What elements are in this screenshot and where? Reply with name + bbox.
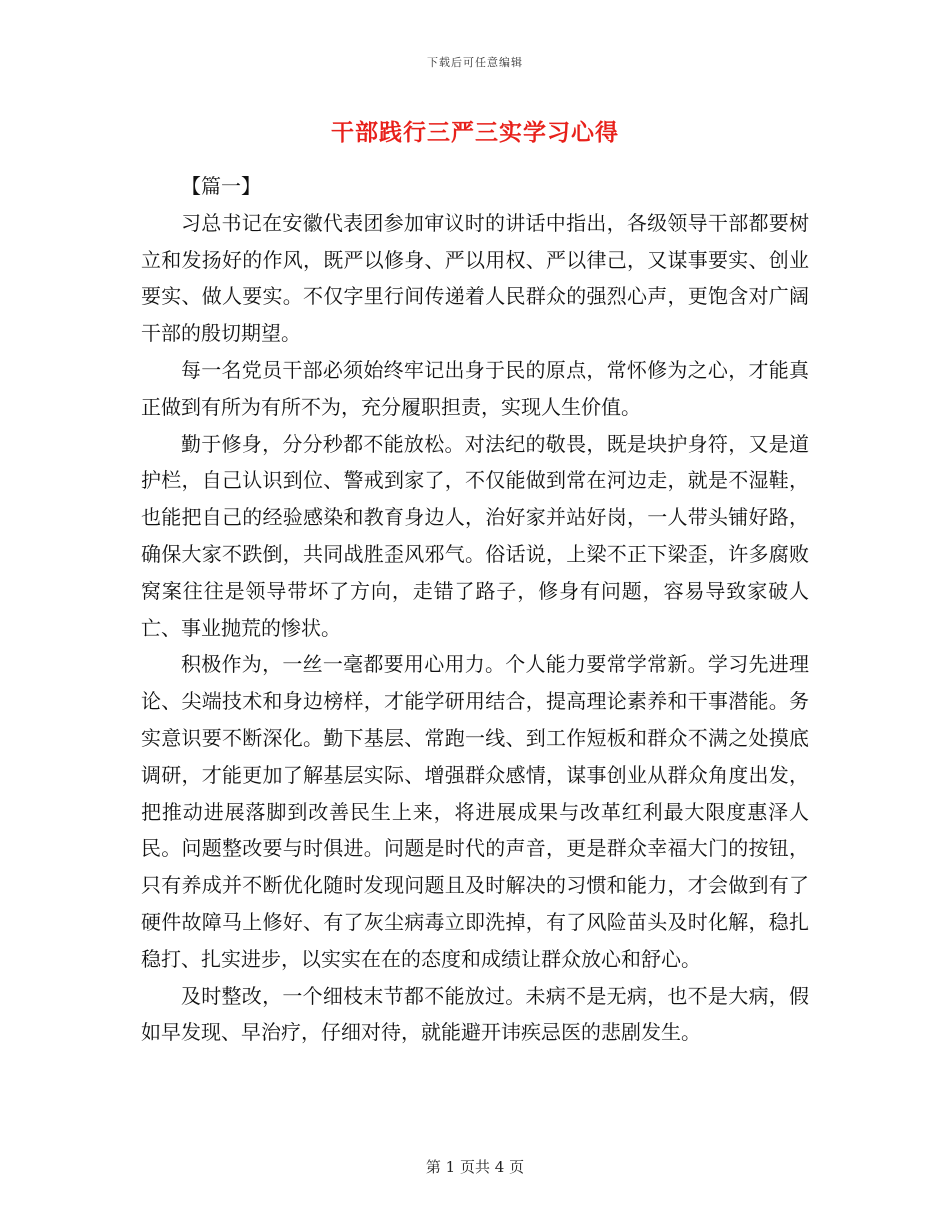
document-body bbox=[141, 168, 809, 1051]
paragraph-4: 积极作为，一丝一毫都要用心用力。个人能力要常学常新。学习先进理论、尖端技术和身边榜样，才能学研用结合，提高理论素养和干事潜能。务实意识要不断深化。勤下基层、常跑一线、到工作短板和群众不满之处摸底调研，才能更加了解基层实际、增强群众感情，谋事创业从群众角度出发，把推动进展落脚到改善民生上来，将进展成果与改革红利最大限度惠泽人民。问题整改要与时俱进。问题是时代的声音，更是群众幸福大门的按钮，只有养成并不断优化随时发现问题且及时解决的习惯和能力，才会做到有了硬件故障马上修好、有了灰尘病毒立即洗掉，有了风险苗头及时化解，稳扎稳打、扎实进步，以实实在在的态度和成绩让群众放心和舒心。 bbox=[141, 652, 809, 971]
paragraph-5: 及时整改，一个细枝末节都不能放过。未病不是无病，也不是大病，假如早发现、早治疗，仔细对待，就能避开讳疾忌医的悲剧发生。 bbox=[141, 983, 809, 1045]
page-number-footer: 第 1 页共 4 页 bbox=[425, 1158, 525, 1176]
document-title: 干部践行三严三实学习心得 bbox=[331, 119, 619, 146]
paragraph-3: 勤于修身，分分秒都不能放松。对法纪的敬畏，既是块护身符，又是道护栏，自己认识到位、警戒到家了，不仅能做到常在河边走，就是不湿鞋，也能把自己的经验感染和教育身边人，治好家并站好岗，一人带头铺好路，确保大家不跌倒，共同战胜歪风邪气。俗话说，上梁不正下梁歪，许多腐败窝案往往是领导带坏了方向，走错了路子，修身有问题，容易导致家破人亡、事业抛荒的惨状。 bbox=[141, 431, 809, 640]
section-label: 【篇一】 bbox=[181, 174, 261, 198]
paragraph-2: 每一名党员干部必须始终牢记出身于民的原点，常怀修为之心，才能真正做到有所为有所不为，充分履职担责，实现人生价值。 bbox=[141, 357, 809, 419]
page-header-note: 下载后可任意编辑 bbox=[427, 56, 523, 69]
paragraph-1: 习总书记在安徽代表团参加审议时的讲话中指出，各级领导干部都要树立和发扬好的作风，既严以修身、严以用权、严以律己，又谋事要实、创业要实、做人要实。不仅字里行间传递着人民群众的强烈心声，更饱含对广阔干部的殷切期望。 bbox=[141, 210, 809, 346]
